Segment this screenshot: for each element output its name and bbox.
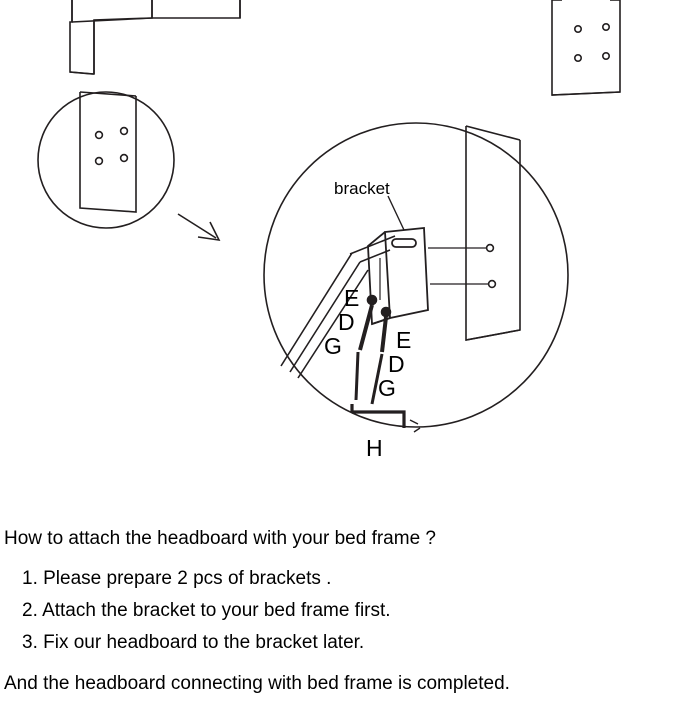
fastener-set-left	[356, 296, 377, 401]
tool-motion-marks	[410, 420, 420, 432]
instructions-block	[0, 500, 679, 712]
part-label-d-right: D	[388, 351, 405, 377]
part-label-g-right: G	[378, 375, 396, 401]
headboard-leg-top-left	[70, 0, 240, 74]
instructions-question: How to attach the headboard with your bed frame ?	[4, 528, 436, 549]
callout-leader-line	[388, 196, 404, 230]
part-label-e-left: E	[344, 285, 360, 311]
callout-label-bracket: bracket	[334, 179, 390, 198]
post-hole-leader-lines	[428, 248, 488, 284]
instruction-step-2: 2. Attach the bracket to your bed frame first.	[22, 600, 391, 621]
part-label-e-right: E	[396, 327, 412, 353]
part-label-g-left: G	[324, 333, 342, 359]
tool-label-h: H	[366, 435, 383, 461]
instruction-step-1: 1. Please prepare 2 pcs of brackets .	[22, 568, 332, 589]
bed-frame-post-top-right	[552, 0, 620, 95]
detail-circle-left	[38, 92, 174, 228]
detail-circle-main	[264, 123, 568, 427]
instruction-step-3: 3. Fix our headboard to the bracket later.	[22, 632, 365, 653]
part-label-d-left: D	[338, 309, 355, 335]
instructions-closing: And the headboard connecting with bed frame is completed.	[4, 673, 510, 694]
flow-arrow	[178, 214, 219, 240]
